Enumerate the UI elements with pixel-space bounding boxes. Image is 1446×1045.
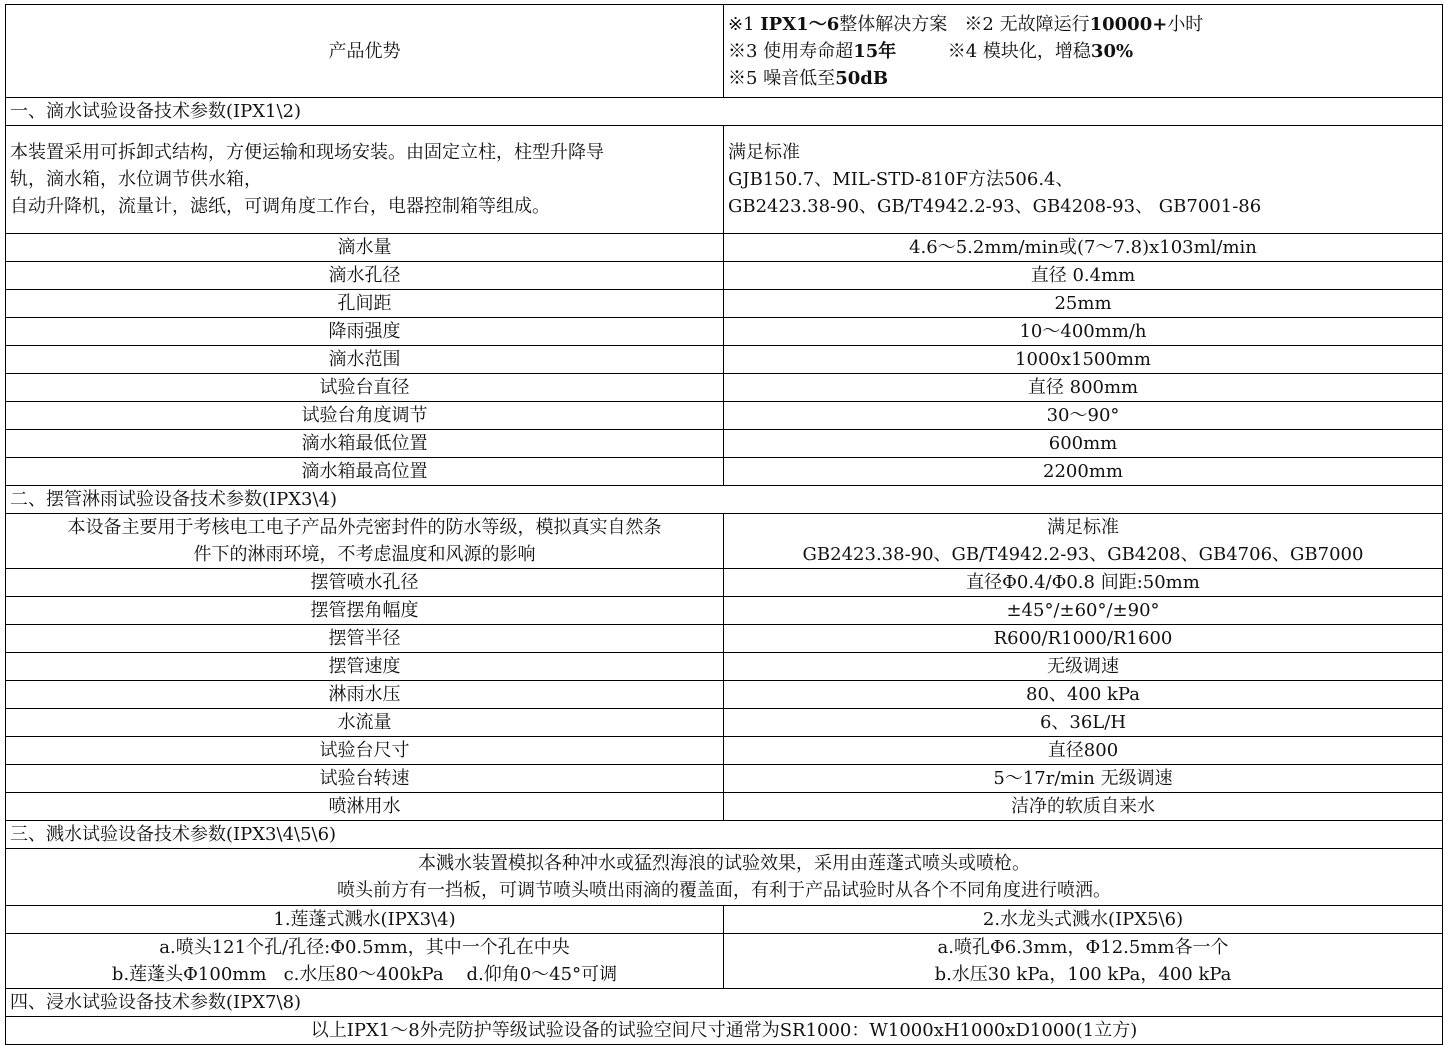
param-name: 滴水箱最低位置: [6, 430, 724, 458]
param-name: 试验台转速: [6, 765, 724, 793]
param-value: 直径Φ0.4/Φ0.8 间距:50mm: [724, 569, 1443, 597]
param-value: 10～400mm/h: [724, 318, 1443, 346]
param-name: 滴水孔径: [6, 262, 724, 290]
advantages-list: [724, 5, 1443, 98]
sub-left-title: 1.莲蓬式溅水(IPX3\4): [6, 906, 724, 934]
param-value: 2200mm: [724, 458, 1443, 486]
param-value: 直径 0.4mm: [724, 262, 1443, 290]
param-row: [6, 374, 1443, 402]
param-row: [6, 709, 1443, 737]
param-row: [6, 765, 1443, 793]
section1-desc-row: [6, 126, 1443, 234]
nozzle-spec: a.喷孔Φ6.3mm，Φ12.5mm各一个 b.水压30 kPa，100 kPa，400 kPa: [724, 934, 1443, 989]
param-name: 滴水量: [6, 234, 724, 262]
param-value: 直径 800mm: [724, 374, 1443, 402]
section3-title: 三、溅水试验设备技术参数(IPX3\4\5\6): [6, 821, 1443, 849]
section-title-row: [6, 486, 1443, 514]
section1-title: 一、滴水试验设备技术参数(IPX1\2): [6, 98, 1443, 126]
param-name: 淋雨水压: [6, 681, 724, 709]
section1-description: 本装置采用可拆卸式结构，方便运输和现场安装。由固定立柱，柱型升降导 轨，滴水箱，水位调节供水箱， 自动升降机，流量计，滤纸，可调角度工作台，电器控制箱等组成。: [6, 126, 724, 234]
param-row: [6, 625, 1443, 653]
param-name: 孔间距: [6, 290, 724, 318]
param-value: 直径800: [724, 737, 1443, 765]
section4-note: 以上IPX1～8外壳防护等级试验设备的试验空间尺寸通常为SR1000：W1000xH1000xD1000(1立方): [6, 1017, 1443, 1045]
param-row: [6, 653, 1443, 681]
param-name: 试验台直径: [6, 374, 724, 402]
param-value: ±45°/±60°/±90°: [724, 597, 1443, 625]
param-name: 喷淋用水: [6, 793, 724, 821]
param-name: 试验台尺寸: [6, 737, 724, 765]
param-value: 1000x1500mm: [724, 346, 1443, 374]
param-row: [6, 569, 1443, 597]
param-row: [6, 402, 1443, 430]
section-title-row: [6, 98, 1443, 126]
param-value: 无级调速: [724, 653, 1443, 681]
section2-standards: 满足标准 GB2423.38-90、GB/T4942.2-93、GB4208、GB4706、GB7000: [724, 514, 1443, 569]
param-row: [6, 346, 1443, 374]
section3-desc-row: [6, 849, 1443, 906]
param-value: 600mm: [724, 430, 1443, 458]
param-value: 6、36L/H: [724, 709, 1443, 737]
param-row: [6, 290, 1443, 318]
section4-title: 四、浸水试验设备技术参数(IPX7\8): [6, 989, 1443, 1017]
section3-spec-row: [6, 934, 1443, 989]
section3-description: 本溅水装置模拟各种冲水或猛烈海浪的试验效果，采用由莲蓬式喷头或喷枪。 喷头前方有一挡板，可调节喷头喷出雨滴的覆盖面，有利于产品试验时从各个不同角度进行喷洒。: [6, 849, 1443, 906]
section3-subtitle-row: [6, 906, 1443, 934]
section2-desc-row: [6, 514, 1443, 569]
section-title-row: [6, 989, 1443, 1017]
param-value: 30～90°: [724, 402, 1443, 430]
param-value: 5～17r/min 无级调速: [724, 765, 1443, 793]
sub-right-title: 2.水龙头式溅水(IPX5\6): [724, 906, 1443, 934]
section2-title: 二、摆管淋雨试验设备技术参数(IPX3\4): [6, 486, 1443, 514]
param-row: [6, 262, 1443, 290]
advantage-line: ※1 IPX1～6整体解决方案 ※2 无故障运行10000+小时: [728, 13, 1204, 35]
param-name: 滴水箱最高位置: [6, 458, 724, 486]
param-value: 80、400 kPa: [724, 681, 1443, 709]
param-name: 水流量: [6, 709, 724, 737]
param-row: [6, 597, 1443, 625]
param-name: 摆管喷水孔径: [6, 569, 724, 597]
param-row: [6, 234, 1443, 262]
param-name: 摆管摆角幅度: [6, 597, 724, 625]
param-row: [6, 737, 1443, 765]
param-row: [6, 430, 1443, 458]
param-value: 洁净的软质自来水: [724, 793, 1443, 821]
param-row: [6, 681, 1443, 709]
param-name: 降雨强度: [6, 318, 724, 346]
advantage-line: ※5 噪音低至50dB: [728, 67, 889, 89]
param-row: [6, 793, 1443, 821]
advantages-row: [6, 5, 1443, 98]
section2-description: 本设备主要用于考核电工电子产品外壳密封件的防水等级，模拟真实自然条 件下的淋雨环境，不考虑温度和风源的影响: [6, 514, 724, 569]
param-name: 摆管速度: [6, 653, 724, 681]
shower-spec: a.喷头121个孔/孔径:Φ0.5mm，其中一个孔在中央 b.莲蓬头Φ100mm c.水压80～400kPa d.仰角0～45°可调: [6, 934, 724, 989]
param-name: 滴水范围: [6, 346, 724, 374]
advantages-label: 产品优势: [6, 5, 724, 98]
param-row: [6, 318, 1443, 346]
param-value: R600/R1000/R1600: [724, 625, 1443, 653]
param-value: 25mm: [724, 290, 1443, 318]
section4-note-row: [6, 1017, 1443, 1045]
spec-table: [5, 4, 1443, 1045]
param-value: 4.6～5.2mm/min或(7～7.8)x103ml/min: [724, 234, 1443, 262]
param-name: 试验台角度调节: [6, 402, 724, 430]
section1-standards: 满足标准 GJB150.7、MIL-STD-810F方法506.4、 GB2423.38-90、GB/T4942.2-93、GB4208-93、 GB7001-86: [724, 126, 1443, 234]
advantage-line: ※3 使用寿命超15年 ※4 模块化，增稳30%: [728, 40, 1134, 62]
param-name: 摆管半径: [6, 625, 724, 653]
section-title-row: [6, 821, 1443, 849]
param-row: [6, 458, 1443, 486]
